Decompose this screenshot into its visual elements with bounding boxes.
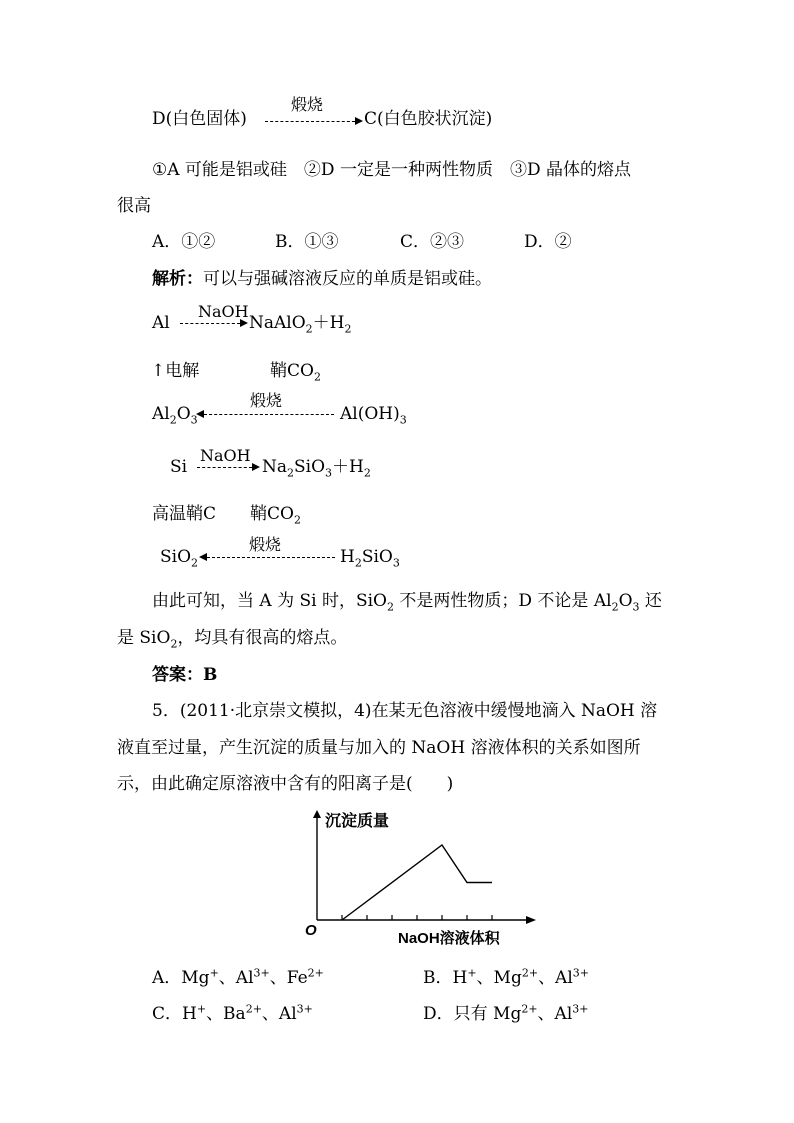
si-element: Si [170, 457, 188, 477]
al2o3-formula: $Al_2O_3$ [152, 404, 198, 427]
question-5-line-1: 5．(2011·北京崇文模拟，4)在某无色溶液中缓慢地滴入 NaOH 溶 [152, 701, 658, 721]
question-5-line-3: 示，由此确定原溶液中含有的阳离子是( ) [117, 774, 454, 794]
al-arrow [180, 323, 240, 324]
high-temp-label: 高温鞘C [152, 504, 217, 524]
x-axis-arrow-icon [526, 916, 536, 924]
conclusion-line-1: 由此可知，当 A 为 Si 时，SiO$_2$ 不是两性物质；D 不论是 $Al_2O_3$ 还 [152, 591, 662, 614]
al-element: Al [152, 313, 170, 333]
arrow-head-icon [355, 117, 363, 125]
precipitate-chart [300, 808, 560, 948]
option-b: B．①③ [275, 232, 339, 252]
q5-option-d: D．只有 $Mg^{2+}$、$Al^{3+}$ [423, 1002, 589, 1024]
up-arrow-icon: ↑ [151, 361, 166, 381]
si-calcine-condition: 煅烧 [249, 535, 282, 554]
naalo2-formula: $NaAlO_2+H_2$ [249, 313, 352, 336]
option-c: C．②③ [400, 232, 465, 252]
arrow-head-icon [240, 319, 248, 327]
statement-line-2: 很高 [117, 196, 151, 216]
answer: 答案：B [152, 665, 218, 685]
electrolysis-label: ↑电解 [151, 361, 200, 381]
arrow-left-head-icon [196, 410, 204, 418]
na2sio3-formula: $Na_2SiO_3+H_2$ [262, 457, 371, 480]
option-a: A．①② [152, 232, 216, 252]
q5-option-b: B．H+、$Mg^{2+}$、$Al^{3+}$ [423, 966, 589, 988]
q5-option-c: C．H+、$Ba^{2+}$、$Al^{3+}$ [152, 1002, 313, 1024]
si-naoh-condition: NaOH [200, 446, 251, 465]
reaction-right: C(白色胶状沉淀) [364, 109, 493, 129]
conclusion-line-2: 是 SiO$_2$，均具有很高的熔点。 [117, 628, 348, 651]
y-axis-label: 沉淀质量 [325, 813, 390, 830]
sio2-formula: SiO$_2$ [160, 547, 199, 570]
question-5-line-2: 液直至过量，产生沉淀的质量与加入的 NaOH 溶液体积的关系如图所 [117, 738, 641, 758]
arrow-left-head-icon [199, 553, 207, 561]
al-calcine-arrow [204, 414, 334, 415]
al-co2-label: 鞘$CO_2$ [270, 361, 321, 384]
origin-label: O [305, 922, 317, 939]
arrow-head-icon [252, 463, 260, 471]
si-arrow [197, 467, 252, 468]
x-ticks [342, 915, 492, 920]
reaction-condition: 煅烧 [291, 95, 324, 114]
statement-line-1: ①A 可能是铝或硅 ②D 一定是一种两性物质 ③D 晶体的熔点 [152, 160, 631, 180]
al-calcine-condition: 煅烧 [250, 391, 283, 410]
al-naoh-condition: NaOH [198, 302, 249, 321]
reaction-left: D(白色固体) [152, 109, 247, 129]
si-co2-label: 鞘$CO_2$ [250, 504, 301, 527]
x-axis-label: NaOH溶液体积 [398, 930, 500, 947]
aloh3-formula: $Al(OH)_3$ [340, 404, 407, 427]
series-line [342, 845, 492, 920]
q5-option-a: A．Mg+、$Al^{3+}$、$Fe^{2+}$ [152, 966, 324, 988]
option-d: D．② [524, 232, 572, 252]
si-calcine-arrow [207, 557, 335, 558]
reaction-arrow [265, 121, 355, 122]
h2sio3-formula: $H_2SiO_3$ [340, 547, 400, 570]
analysis-label: 解析：可以与强碱溶液反应的单质是铝或硅。 [152, 269, 492, 289]
y-axis-arrow-icon [313, 810, 321, 818]
